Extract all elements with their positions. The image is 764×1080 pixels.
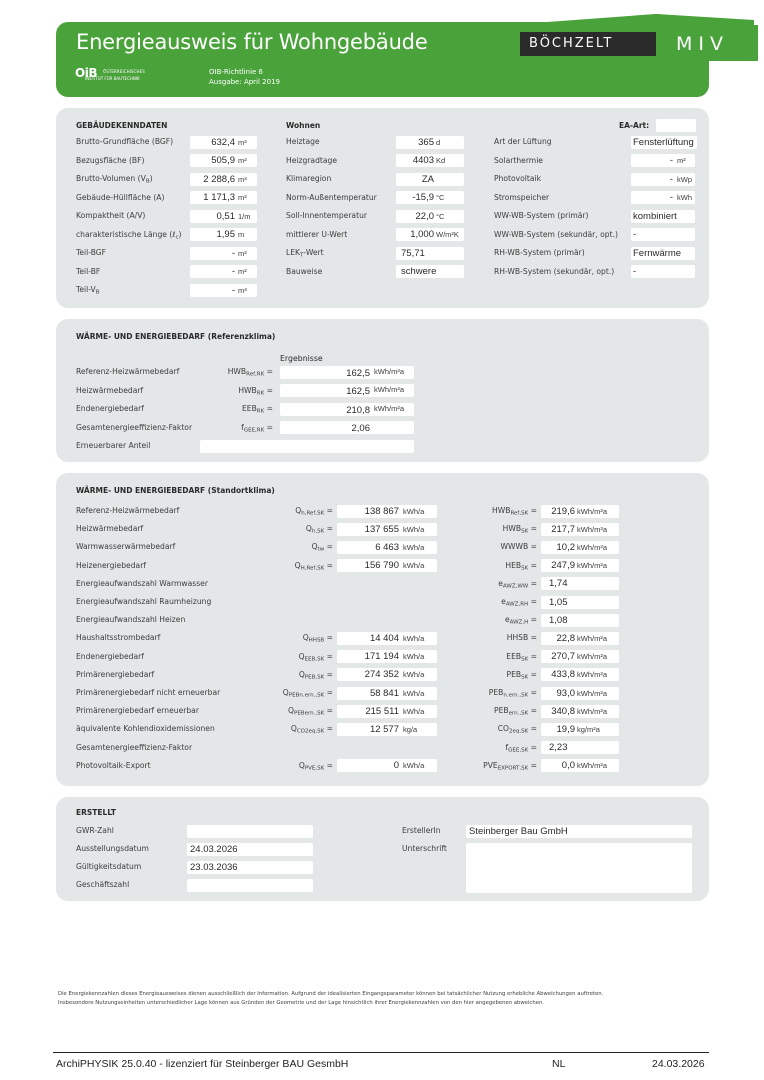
unit-text: m³ xyxy=(238,285,247,295)
building-field-value[interactable] xyxy=(190,210,257,223)
building-field-value[interactable] xyxy=(190,154,257,167)
site-row-specific-value[interactable] xyxy=(541,650,619,663)
climate-field-label: Soll-Innentemperatur xyxy=(286,211,368,220)
building-field-label: Teil-$V_B$ xyxy=(76,285,100,296)
valid-until-label: Gültigkeitsdatum xyxy=(76,862,142,871)
building-field-value[interactable] xyxy=(190,247,257,260)
climate-field-label: $LEK_T$-Wert xyxy=(286,248,324,259)
footer-date: 24.03.2026 xyxy=(652,1058,705,1070)
building-field-label: charakteristische Länge (ℓ$_c$) xyxy=(76,229,182,240)
oib-logo-mark: OiB xyxy=(75,66,97,80)
unit-text: kWp xyxy=(677,174,692,184)
reference-row-label: Endenergiebedarf xyxy=(76,404,144,413)
reference-row-symbol: $HWB_{Ref,RK}$ = xyxy=(227,367,273,378)
value-text: - xyxy=(231,266,235,277)
site-row-specific-symbol: $e_{AWZ,RH}$ = xyxy=(501,597,537,608)
climate-field-label: Klimaregion xyxy=(286,174,332,183)
results-heading: Ergebnisse xyxy=(280,354,323,363)
site-row-specific-value[interactable] xyxy=(541,759,619,772)
value-text: Fernwärme xyxy=(633,247,682,259)
reference-row-value[interactable] xyxy=(280,384,414,397)
site-row-specific-value[interactable] xyxy=(541,577,619,590)
unit-text: m² xyxy=(238,193,247,202)
site-row-specific-symbol: $e_{AWZ,H}$ = xyxy=(504,615,537,626)
site-row-specific-symbol: $PEB_{n.ern.,SK}$ = xyxy=(488,688,537,699)
site-row-specific-value[interactable] xyxy=(541,632,619,645)
reference-number-label: Geschäftszahl xyxy=(76,880,130,889)
value-text: 162,5 xyxy=(346,367,370,379)
site-row-total-value[interactable] xyxy=(337,505,437,518)
system-field-value[interactable] xyxy=(631,173,695,186)
unit-text: kWh/m²a xyxy=(374,403,404,413)
value-text: 93,0 xyxy=(556,687,575,699)
system-field-value[interactable] xyxy=(631,265,695,278)
value-text: 217,7 xyxy=(551,523,575,535)
value-text: 2,23 xyxy=(549,742,568,754)
value-text: 0,0 xyxy=(561,760,575,772)
system-field-label: Art der Lüftung xyxy=(494,137,552,146)
unit-text: kWh/m²a xyxy=(374,366,404,376)
value-text: - xyxy=(231,284,235,296)
system-field-label: RH-WB-System (primär) xyxy=(494,248,585,257)
unit-text: kWh/m²a xyxy=(577,670,607,680)
unit-text: kWh/m²a xyxy=(577,706,607,716)
site-row-specific-symbol: $HEB_{SK}$ = xyxy=(505,560,537,572)
value-text: 0 xyxy=(393,760,399,772)
reference-row-symbol: $HWB_{RK}$ = xyxy=(238,385,273,396)
unit-text: m xyxy=(238,230,245,239)
value-text: - xyxy=(633,266,637,277)
oib-logo xyxy=(75,66,185,86)
building-field-value[interactable] xyxy=(190,265,257,278)
site-row-specific-symbol: $e_{AWZ,WW}$ = xyxy=(498,578,537,590)
climate-field-value[interactable] xyxy=(396,136,464,149)
value-text: 6 463 xyxy=(375,541,399,553)
unit-text: kWh/m²a xyxy=(577,524,607,534)
building-field-value[interactable] xyxy=(190,191,257,204)
site-row-total-value[interactable] xyxy=(337,759,437,772)
climate-field-label: Heizgradtage xyxy=(286,155,338,165)
value-text: 58 841 xyxy=(369,687,399,699)
climate-field-value[interactable] xyxy=(396,173,464,186)
site-row-label: Primärenergiebedarf erneuerbar xyxy=(76,706,199,716)
site-row-total-symbol: $Q_{PVE,SK}$ = xyxy=(298,760,333,772)
section-heading: WÄRME- UND ENERGIEBEDARF (Standortklima) xyxy=(76,486,275,495)
building-field-value[interactable] xyxy=(190,173,257,186)
building-data-panel xyxy=(56,108,709,308)
value-text: 270,7 xyxy=(551,651,575,663)
value-text: 22,0 xyxy=(415,210,434,222)
footer-code: NL xyxy=(552,1058,566,1070)
unit-text: kg/a xyxy=(403,724,418,734)
value-text: -15,9 xyxy=(412,192,434,203)
site-row-specific-symbol: HHSB = xyxy=(506,633,537,643)
reference-row-value[interactable] xyxy=(280,366,414,379)
unit-text: kWh/m²a xyxy=(577,633,607,643)
value-text: 365 xyxy=(418,136,434,148)
unit-text: Kd xyxy=(436,156,446,165)
value-text: Fensterlüftung xyxy=(633,136,694,148)
unit-text: kWh/m²a xyxy=(374,385,404,394)
value-text: - xyxy=(669,155,673,166)
site-climate-panel xyxy=(56,473,709,786)
site-row-label: Energieaufwandszahl Warmwasser xyxy=(76,578,208,588)
site-row-total-value[interactable] xyxy=(337,687,437,700)
reference-row-symbol: $EEB_{RK}$ = xyxy=(241,404,273,415)
site-row-label: Heizenergiebedarf xyxy=(76,560,146,570)
site-row-specific-value[interactable] xyxy=(541,668,619,681)
building-field-label: Teil-BF xyxy=(76,266,101,276)
value-text: 1,05 xyxy=(549,596,568,608)
usage-type: Wohnen xyxy=(286,121,321,130)
unit-text: kWh/a xyxy=(403,652,425,662)
software-license: ArchiPHYSIK 25.0.40 - lizenziert für Steinberger BAU GesmbH xyxy=(56,1058,349,1070)
climate-field-value[interactable] xyxy=(396,191,464,204)
site-row-label: Referenz-Heizwärmebedarf xyxy=(76,506,180,515)
value-text: - xyxy=(669,173,673,185)
site-row-specific-value[interactable] xyxy=(541,596,619,609)
value-text: - xyxy=(633,229,637,240)
site-row-total-value[interactable] xyxy=(337,705,437,718)
site-row-total-symbol: $Q_{PEBern.,SK}$ = xyxy=(288,706,333,717)
unit-text: kWh/a xyxy=(403,670,425,680)
site-row-label: Warmwasserwärmebedarf xyxy=(76,542,176,552)
site-row-total-symbol: $Q_{HHSB}$ = xyxy=(302,633,333,644)
site-row-label: Photovoltaik-Export xyxy=(76,760,151,770)
building-field-label: Brutto-Grundfläche (BGF) xyxy=(76,137,174,146)
site-row-total-value[interactable] xyxy=(337,632,437,645)
climate-field-value[interactable] xyxy=(396,154,464,167)
section-heading: ERSTELLT xyxy=(76,808,116,817)
system-field-value[interactable] xyxy=(631,228,695,241)
site-row-specific-value[interactable] xyxy=(541,723,619,736)
unit-text: kWh/m²a xyxy=(577,761,607,771)
site-row-specific-value[interactable] xyxy=(541,614,619,627)
gwr-field[interactable] xyxy=(187,825,313,838)
site-row-specific-value[interactable] xyxy=(541,741,619,754)
value-text: 162,5 xyxy=(346,386,370,397)
site-row-total-symbol: $Q_{PEBn.ern.,SK}$ = xyxy=(282,688,333,699)
value-text: 210,8 xyxy=(346,404,370,416)
value-text: 22,8 xyxy=(556,632,575,644)
value-text: 274 352 xyxy=(364,669,399,681)
value-text: 156 790 xyxy=(364,560,399,572)
building-field-value[interactable] xyxy=(190,136,257,149)
value-text: 433,8 xyxy=(551,669,575,681)
value-text: 75,71 xyxy=(401,247,425,259)
reference-row-value[interactable] xyxy=(280,403,414,416)
building-field-value[interactable] xyxy=(190,228,257,241)
site-row-specific-value[interactable] xyxy=(541,705,619,718)
disclaimer xyxy=(58,990,708,1007)
site-row-label: Primärenergiebedarf nicht erneuerbar xyxy=(76,688,221,697)
reference-row-label: Referenz-Heizwärmebedarf xyxy=(76,367,180,376)
oib-logo-line2: INSTITUT FÜR BAUTECHNIK xyxy=(85,76,140,81)
unit-text: kWh/a xyxy=(403,688,425,698)
system-field-label: Solarthermie xyxy=(494,155,543,165)
ea-art-field[interactable] xyxy=(656,119,696,132)
site-row-total-value[interactable] xyxy=(337,523,437,536)
site-row-total-symbol: $Q_{EEB,SK}$ = xyxy=(298,651,333,663)
value-text: 632,4 xyxy=(211,136,235,148)
site-row-specific-symbol: WWWB = xyxy=(500,542,537,552)
unit-text: m³ xyxy=(238,174,247,184)
building-field-value[interactable] xyxy=(190,284,257,297)
disclaimer-line-1: Die Energiekennzahlen dieses Energieausweises dienen ausschließlich der Information. Aufgrund der idealisierten Eingangsparameter können bei tatsächlicher Nutzung erhebliche Abweichungen auftreten. xyxy=(58,991,604,997)
value-text: 137 655 xyxy=(364,523,399,535)
site-row-label: Energieaufwandszahl Raumheizung xyxy=(76,597,212,606)
reference-row-label: Heizwärmebedarf xyxy=(76,385,144,395)
climate-field-label: mittlerer U-Wert xyxy=(286,229,348,239)
value-text: - xyxy=(669,192,673,203)
unit-text: m² xyxy=(238,137,247,147)
unit-text: kg/m²a xyxy=(577,724,600,734)
site-row-total-symbol: $Q_{h,SK}$ = xyxy=(305,524,333,535)
site-row-specific-value[interactable] xyxy=(541,541,619,554)
system-field-label: WW-WB-System (primär) xyxy=(494,211,589,220)
site-row-total-symbol: $Q_{H,Ref,SK}$ = xyxy=(294,560,333,572)
site-row-specific-symbol: $PEB_{ern.,SK}$ = xyxy=(493,706,537,717)
value-text: 340,8 xyxy=(551,705,575,717)
site-row-total-symbol: $Q_{tw}$ = xyxy=(311,542,333,553)
value-text: ZA xyxy=(421,173,434,185)
reference-row-label: Gesamtenergieeffizienz-Faktor xyxy=(76,422,193,432)
site-row-label: Energieaufwandszahl Heizen xyxy=(76,615,186,625)
system-field-value[interactable] xyxy=(631,191,695,204)
climate-field-value[interactable] xyxy=(396,265,464,278)
value-text: 0,51 xyxy=(216,210,235,222)
value-text: 1,74 xyxy=(549,578,568,590)
site-row-specific-symbol: $EEB_{SK}$ = xyxy=(506,651,537,663)
value-text: 505,9 xyxy=(211,155,235,166)
unit-text: W/m²K xyxy=(436,230,459,239)
section-heading: GEBÄUDEKENNDATEN xyxy=(76,121,168,130)
creator-field[interactable]: Steinberger Bau GmbH xyxy=(466,825,692,838)
value-text: 1,08 xyxy=(549,614,568,626)
issue-date-label: Ausstellungsdatum xyxy=(76,844,149,853)
building-field-label: Kompaktheit (A/V) xyxy=(76,211,146,220)
signature-field[interactable] xyxy=(466,843,692,893)
valid-until-field[interactable]: 23.03.2036 xyxy=(187,861,313,874)
site-row-specific-value[interactable] xyxy=(541,523,619,536)
site-row-label: Heizwärmebedarf xyxy=(76,524,144,534)
climate-field-value[interactable] xyxy=(396,247,464,260)
unit-text: kWh/a xyxy=(403,561,425,571)
value-text: 247,9 xyxy=(551,560,575,572)
system-field-value[interactable] xyxy=(631,210,695,223)
site-row-total-value[interactable] xyxy=(337,723,437,736)
value-text: schwere xyxy=(401,266,437,277)
site-row-label: Primärenergiebedarf xyxy=(76,669,155,679)
value-text: 219,6 xyxy=(551,505,575,517)
site-row-specific-value[interactable] xyxy=(541,505,619,518)
disclaimer-line-2: Insbesondere Nutzungseinheiten unterschiedlicher Lage können aus Gründen der Geometrie und der Lage hinsichtlich ihrer Energiekennzahlen von den hier angegebenen abweichen. xyxy=(58,999,544,1006)
document-title: Energieausweis für Wohngebäude xyxy=(76,30,428,54)
unit-text: kWh/a xyxy=(403,542,425,552)
unit-text: kWh/a xyxy=(403,633,425,643)
unit-text: kWh/m²a xyxy=(577,542,607,552)
site-row-specific-symbol: $PVE_{EXPORT,SK}$ = xyxy=(483,760,537,772)
site-row-specific-symbol: $PEB_{SK}$ = xyxy=(506,669,537,681)
site-row-label: Endenergiebedarf xyxy=(76,651,144,661)
site-row-total-symbol: $Q_{PEB,SK}$ = xyxy=(298,669,333,681)
unit-text: °C xyxy=(436,211,445,221)
site-row-specific-symbol: $HWB_{Ref,SK}$ = xyxy=(492,506,537,517)
footer-divider xyxy=(53,1052,709,1053)
value-text: 215 511 xyxy=(365,705,399,717)
ea-art-label: EA-Art: xyxy=(619,121,650,130)
gwr-label: GWR-Zahl xyxy=(76,826,114,835)
site-row-label: Haushaltsstrombedarf xyxy=(76,633,161,643)
unit-text: kWh/a xyxy=(403,506,425,516)
site-row-specific-symbol: $CO_{2eq,SK}$ = xyxy=(497,724,537,735)
site-row-total-value[interactable] xyxy=(337,559,437,572)
unit-text: m² xyxy=(238,267,247,276)
value-text: 14 404 xyxy=(369,632,399,644)
value-text: 10,2 xyxy=(556,541,575,553)
logo-brand-name: BÖCHZELT xyxy=(520,32,656,56)
climate-field-label: Heiztage xyxy=(286,137,320,146)
issue-date-field[interactable]: 24.03.2026 xyxy=(187,843,313,856)
unit-text: kWh/a xyxy=(403,524,425,534)
site-row-specific-value[interactable] xyxy=(541,559,619,572)
site-row-label: Gesamtenergieeffizienz-Faktor xyxy=(76,742,193,752)
site-row-total-symbol: $Q_{h,Ref,SK}$ = xyxy=(295,506,333,517)
roof-icon xyxy=(516,8,758,26)
site-row-label: äquivalente Kohlendioxidemissionen xyxy=(76,724,215,734)
system-field-label: WW-WB-System (sekundär, opt.) xyxy=(494,229,618,239)
unit-text: m² xyxy=(238,156,247,165)
unit-text: °C xyxy=(436,193,445,202)
system-field-value[interactable] xyxy=(631,247,695,260)
signature-label: Unterschrift xyxy=(402,844,447,853)
value-text: 1,95 xyxy=(216,229,235,240)
reference-row-value[interactable] xyxy=(280,421,414,434)
building-field-label: Bezugsfläche (BF) xyxy=(76,155,145,165)
building-field-label: Gebäude-Hüllfläche (A) xyxy=(76,192,165,202)
value-text: 2 288,6 xyxy=(203,173,235,185)
system-field-value[interactable] xyxy=(631,136,697,149)
value-text: kombiniert xyxy=(633,210,677,222)
value-text: 1,000 xyxy=(410,229,434,240)
site-row-total-symbol: $Q_{CO2eq,SK}$ = xyxy=(290,724,333,735)
guideline-edition: Ausgabe: April 2019 xyxy=(209,78,280,86)
system-field-label: Stromspeicher xyxy=(494,192,550,202)
reference-row-label: Erneuerbarer Anteil xyxy=(76,441,151,450)
climate-field-label: Norm-Außentemperatur xyxy=(286,192,377,202)
unit-text: m² xyxy=(677,156,686,165)
building-field-label: Teil-BGF xyxy=(76,248,107,257)
value-text: 1 171,3 xyxy=(203,192,235,203)
site-row-specific-symbol: $f_{GEE,SK}$ = xyxy=(505,742,537,754)
unit-text: m² xyxy=(238,248,247,258)
reference-climate-panel xyxy=(56,319,709,462)
unit-text: kWh xyxy=(677,193,692,202)
value-text: 19,9 xyxy=(556,723,575,735)
unit-text: kWh/m²a xyxy=(577,506,607,516)
value-text: 12 577 xyxy=(369,723,399,735)
system-field-value[interactable] xyxy=(631,154,695,167)
site-row-specific-symbol: $HWB_{SK}$ = xyxy=(502,524,537,535)
system-field-label: RH-WB-System (sekundär, opt.) xyxy=(494,266,615,276)
guideline-name: OIB-Richtlinie 6 xyxy=(209,68,263,76)
logo-brand-suffix: MIV xyxy=(676,33,729,55)
climate-field-label: Bauweise xyxy=(286,266,323,276)
created-panel xyxy=(56,797,709,901)
site-row-total-value[interactable] xyxy=(337,541,437,554)
company-logo xyxy=(516,8,758,56)
section-heading: WÄRME- UND ENERGIEBEDARF (Referenzklima) xyxy=(76,332,276,341)
creator-label: ErstellerIn xyxy=(402,826,441,835)
site-row-specific-value[interactable] xyxy=(541,687,619,700)
value-text: 171 194 xyxy=(364,651,399,663)
unit-text: d xyxy=(436,137,441,147)
value-text: 4403 xyxy=(412,155,434,166)
climate-field-value[interactable] xyxy=(396,210,464,223)
reference-number-field[interactable] xyxy=(187,879,313,892)
site-row-total-value[interactable] xyxy=(337,650,437,663)
unit-text: kWh/m²a xyxy=(577,688,607,698)
unit-text: kWh/m²a xyxy=(577,652,607,662)
building-field-label: Brutto-Volumen $(V_B)$ xyxy=(76,174,153,185)
renewable-share-field[interactable] xyxy=(200,440,414,453)
unit-text: 1/m xyxy=(238,211,251,221)
value-text: - xyxy=(231,247,235,259)
value-text: 2,06 xyxy=(351,423,370,434)
unit-text: kWh/m²a xyxy=(577,561,607,571)
oib-logo-line1: ÖSTERREICHISCHES xyxy=(103,69,145,74)
climate-field-value[interactable] xyxy=(396,228,464,241)
reference-row-symbol: $f_{GEE,RK}$ = xyxy=(241,422,273,433)
unit-text: kWh/a xyxy=(403,706,425,716)
site-row-total-value[interactable] xyxy=(337,668,437,681)
unit-text: kWh/a xyxy=(403,761,425,771)
system-field-label: Photovoltaik xyxy=(494,174,542,183)
value-text: 138 867 xyxy=(364,505,399,517)
guideline-info xyxy=(209,67,280,87)
